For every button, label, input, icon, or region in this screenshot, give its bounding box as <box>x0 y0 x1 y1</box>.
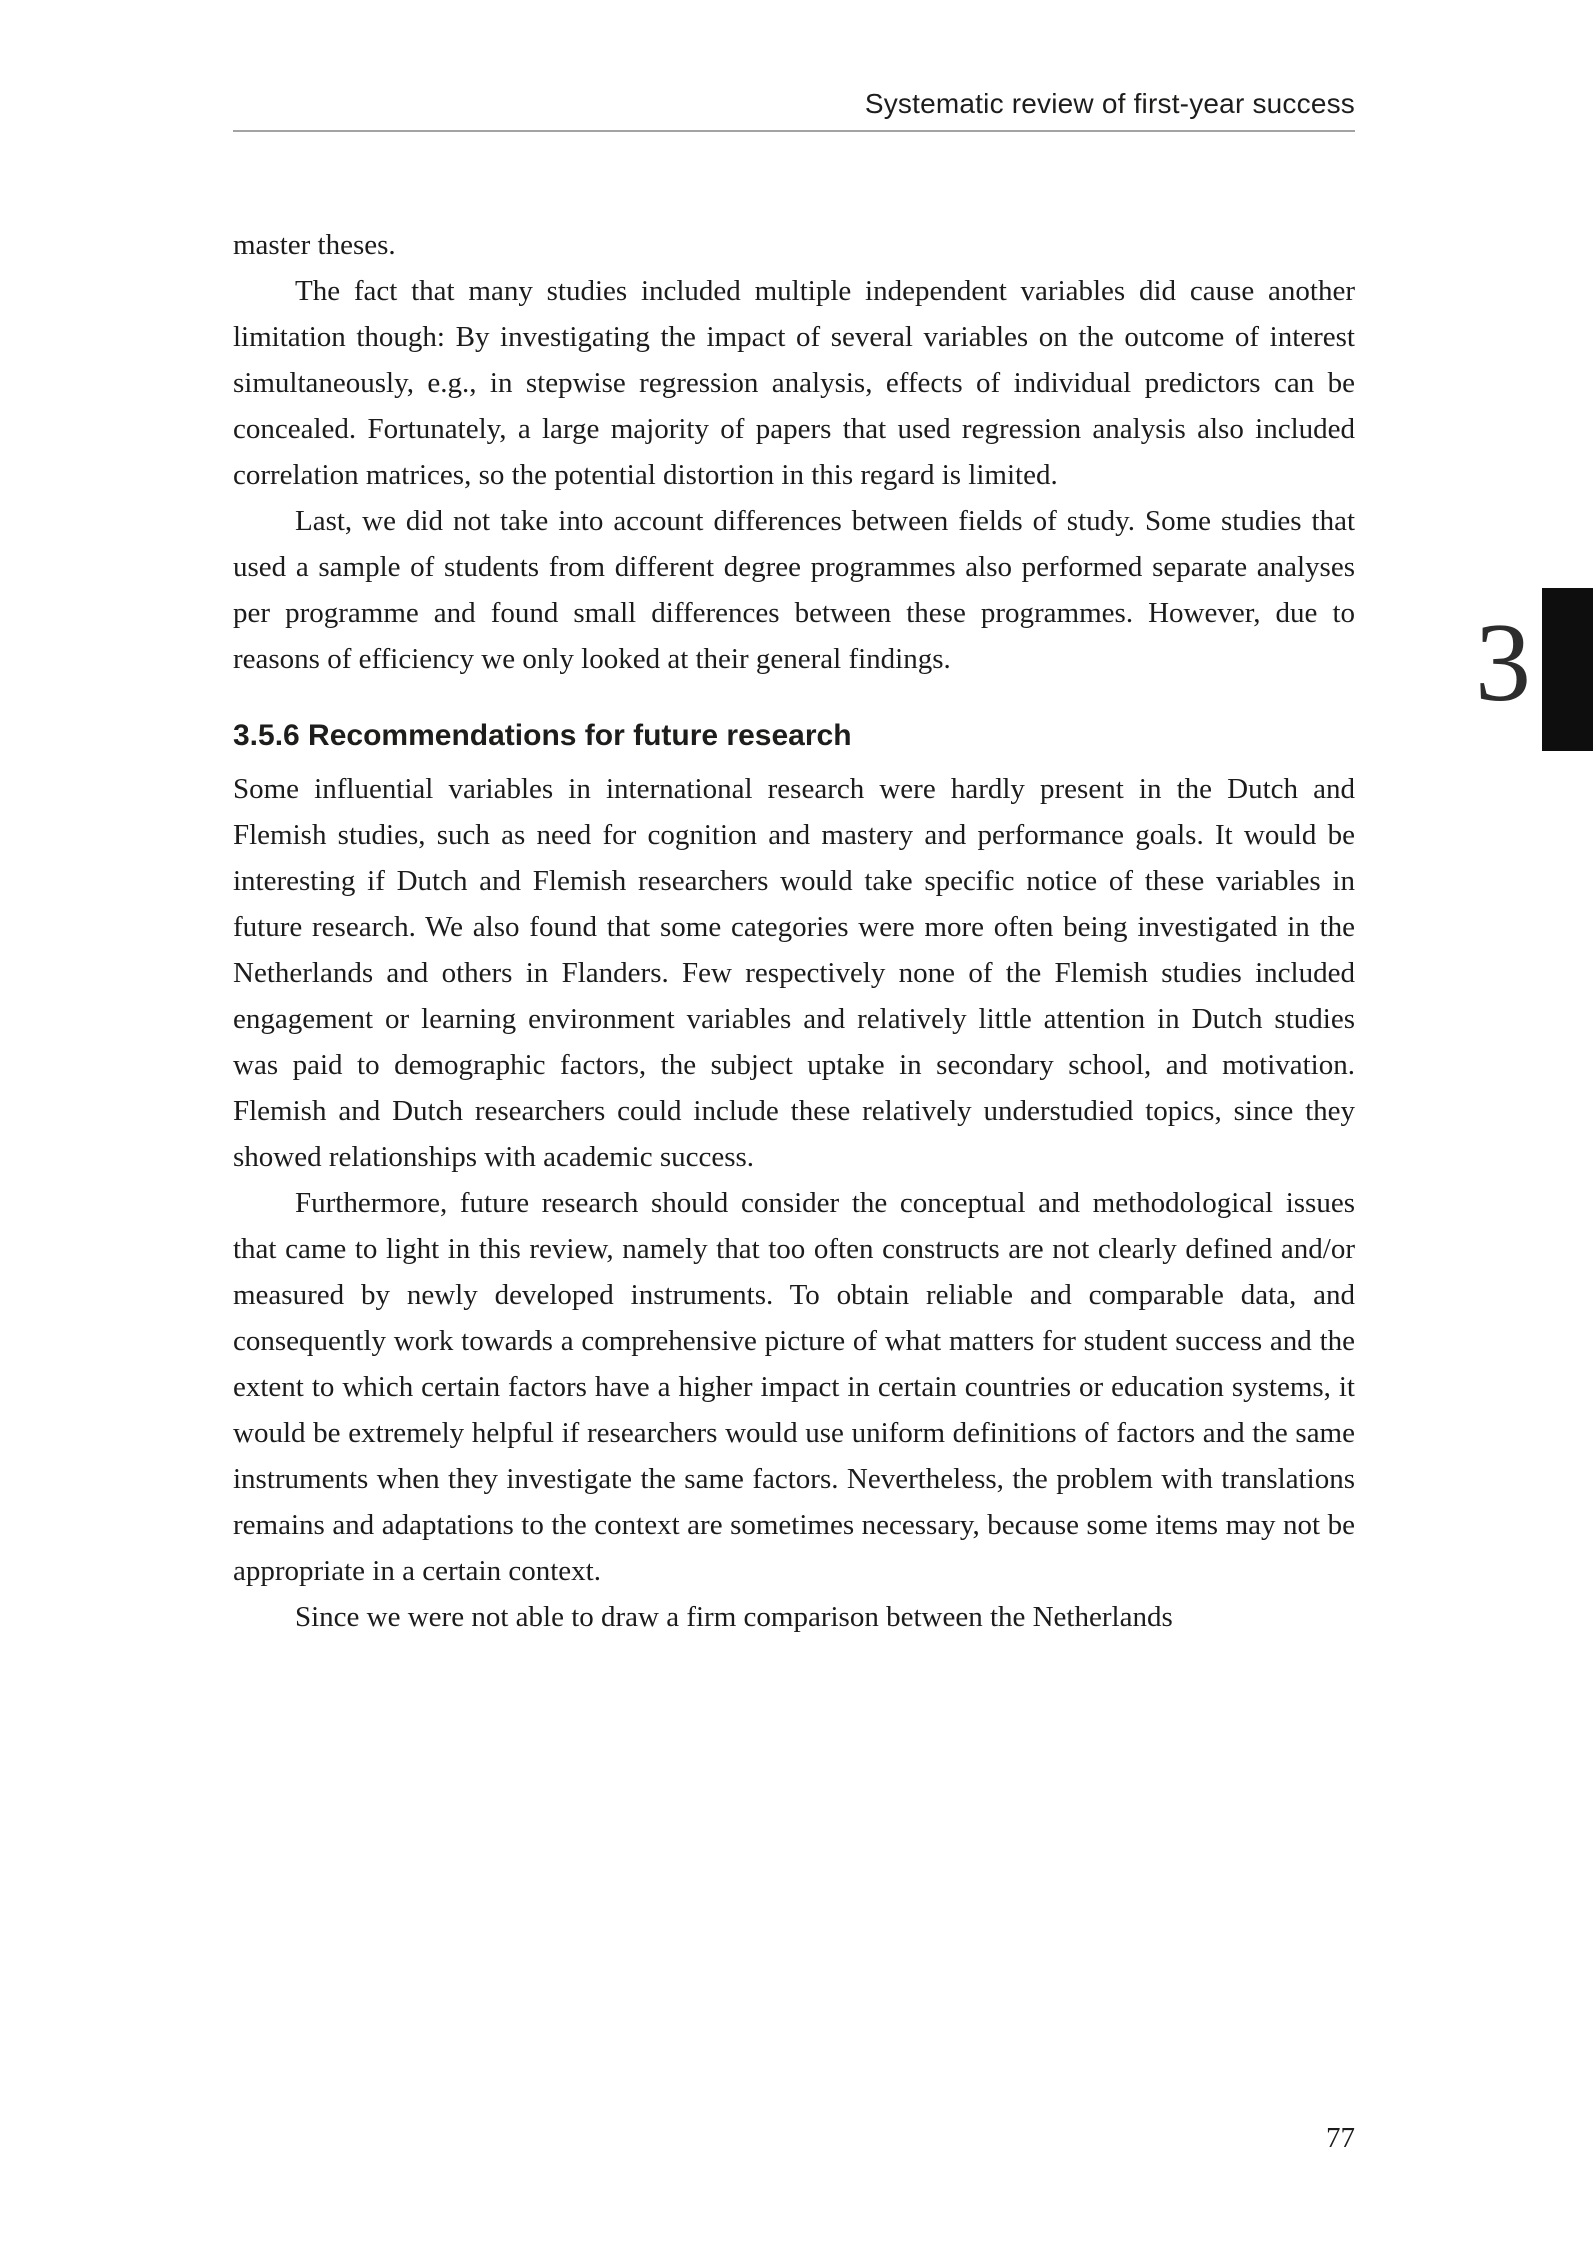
paragraph-since-comparison: Since we were not able to draw a firm comparison between the Netherlands <box>295 1601 1173 1633</box>
paragraph-limitation: The fact that many studies included multiple independent variables did cause another limitation though: By investigating the impact of several variables on the outcome of interest simultaneously, e.g., in stepwise regression analysis, effects of individual predictors can be concealed. Fortunately, a large majority of papers that used regression analysis also included correlation matrices, so the potential distortion in this regard is limited. <box>233 275 1355 491</box>
chapter-number: 3 <box>1475 601 1531 725</box>
chapter-tab-marker <box>1542 588 1593 751</box>
paragraph-furthermore: Furthermore, future research should consider the conceptual and methodological issues that came to light in this review, namely that too often constructs are not clearly defined and/or measured by newly developed instruments. To obtain reliable and comparable data, and consequently work towards a comprehensive picture of what matters for student success and the extent to which certain factors have a higher impact in certain countries or education systems, it would be extremely helpful if researchers would use uniform definitions of factors and the same instruments when they investigate the same factors. Nevertheless, the problem with translations remains and adaptations to the context are sometimes necessary, because some items may not be appropriate in a certain context. <box>233 1187 1355 1587</box>
running-header: Systematic review of first-year success <box>864 88 1355 119</box>
header-rule <box>233 130 1355 132</box>
paragraph-master-theses: master theses. <box>233 229 396 261</box>
paragraph-fields-of-study: Last, we did not take into account differences between fields of study. Some studies that used a sample of students from different degree programmes also performed separate analyses per programme and found small differences between these programmes. However, due to reasons of efficiency we only looked at their general findings. <box>233 505 1355 675</box>
paragraph-influential-variables: Some influential variables in international research were hardly present in the Dutch and Flemish studies, such as need for cognition and mastery and performance goals. It would be interesting if Dutch and Flemish researchers would take specific notice of these variables in future research. We also found that some categories were more often being investigated in the Netherlands and others in Flanders. Few respectively none of the Flemish studies included engagement or learning environment variables and relatively little attention in Dutch studies was paid to demographic factors, the subject uptake in secondary school, and motivation. Flemish and Dutch researchers could include these relatively understudied topics, since they showed relationships with academic success. <box>233 773 1355 1173</box>
section-heading-recommendations: 3.5.6 Recommendations for future research <box>233 719 852 752</box>
page-number: 77 <box>1326 2122 1355 2154</box>
body-text-column <box>233 222 1355 1640</box>
